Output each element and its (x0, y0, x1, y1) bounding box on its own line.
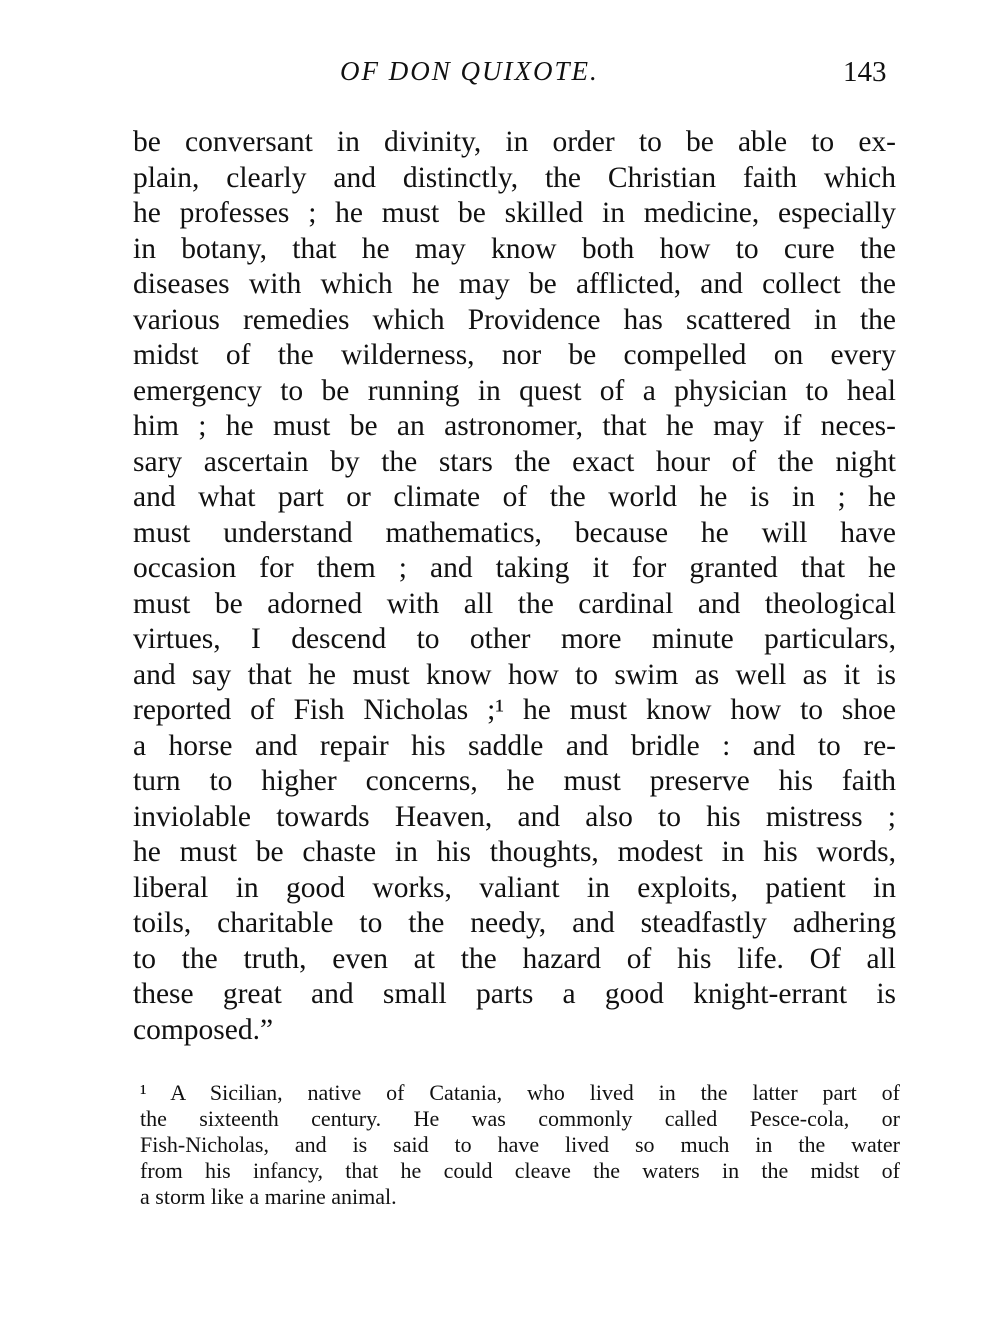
text-line: emergency to be running in quest of a physician to heal (133, 374, 896, 407)
text-line: be conversant in divinity, in order to be able to ex- (133, 126, 896, 158)
text-line: plain, clearly and distinctly, the Christian faith which (133, 161, 896, 194)
footnote-line: from his infancy, that he could cleave the waters in the midst of (140, 1158, 900, 1183)
text-line: inviolable towards Heaven, and also to his mistress ; (133, 800, 896, 833)
text-line: virtues, I descend to other more minute particulars, (133, 623, 896, 655)
text-line: him ; he must be an astronomer, that he may if neces- (133, 410, 896, 442)
text-line: and what part or climate of the world he is in ; he (133, 481, 896, 513)
footnote (140, 1080, 900, 1210)
footnote-line: a storm like a marine animal. (140, 1184, 397, 1209)
text-line: midst of the wilderness, nor be compelled on every (133, 339, 896, 371)
text-line: toils, charitable to the needy, and steadfastly adhering (133, 907, 896, 939)
text-line: a horse and repair his saddle and bridle : and to re- (133, 729, 896, 762)
text-line: sary ascertain by the stars the exact hour of the night (133, 445, 896, 478)
text-line: turn to higher concerns, he must preserve his faith (133, 765, 896, 797)
body-text (133, 125, 896, 1048)
text-line: must understand mathematics, because he will have (133, 516, 896, 549)
page-number: 143 (843, 56, 887, 88)
footnote-line: the sixteenth century. He was commonly called Pesce-cola, or (140, 1106, 900, 1131)
text-line: and say that he must know how to swim as well as it is (133, 658, 896, 691)
text-line: to the truth, even at the hazard of his life. Of all (133, 942, 896, 975)
text-line: he must be chaste in his thoughts, modest in his words, (133, 836, 896, 868)
text-line: he professes ; he must be skilled in medicine, especially (133, 197, 896, 229)
footnote-line: ¹ A Sicilian, native of Catania, who lived in the latter part of (140, 1080, 900, 1105)
text-line: composed.” (133, 1013, 274, 1046)
text-line: various remedies which Providence has scattered in the (133, 303, 896, 336)
text-line: these great and small parts a good knight-errant is (133, 978, 896, 1010)
text-line: diseases with which he may be afflicted, and collect the (133, 268, 896, 300)
footnote-line: Fish-Nicholas, and is said to have lived so much in the water (140, 1132, 900, 1157)
text-line: liberal in good works, valiant in exploits, patient in (133, 871, 896, 904)
text-line: occasion for them ; and taking it for granted that he (133, 552, 896, 584)
text-line: must be adorned with all the cardinal and theological (133, 587, 896, 620)
text-line: reported of Fish Nicholas ;¹ he must know how to shoe (133, 694, 896, 726)
text-line: in botany, that he may know both how to cure the (133, 232, 896, 265)
running-title: OF DON QUIXOTE. (340, 56, 599, 86)
